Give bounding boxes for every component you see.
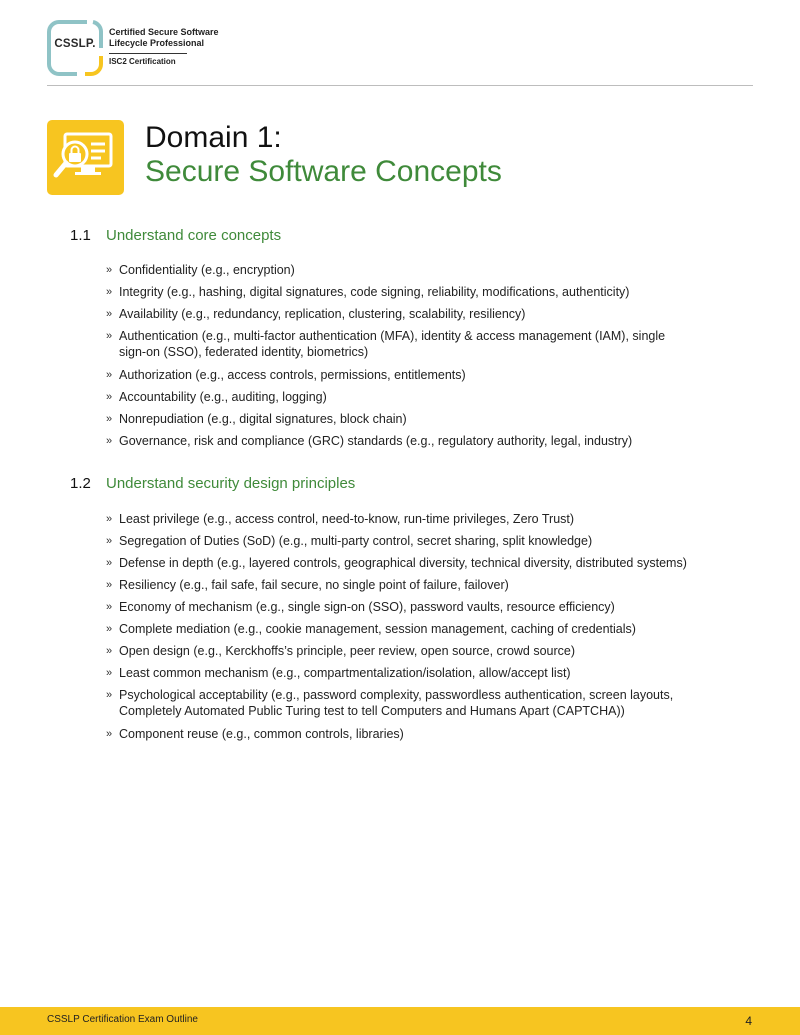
list-item: » Open design (e.g., Kerckhoffs’s principle, peer review, open source, crowd source) [106,644,576,658]
bullet-marker: » [106,435,113,447]
list-item: » Least common mechanism (e.g., compartmentalization/isolation, allow/accept list) [106,666,571,680]
cert-name-line2: Lifecycle Professional [109,38,205,48]
cert-org-line: ISC2 Certification [109,57,176,66]
bullet-marker: » [106,728,113,740]
bullet-marker: » [106,413,113,425]
bullet-marker: » [106,286,113,298]
bullet-marker: » [106,513,113,525]
section-heading-1-1 [70,227,281,245]
bullet-marker: » [106,391,113,403]
bullet-marker: » [106,579,113,591]
cert-divider [109,53,187,54]
bullet-marker: » [106,623,113,635]
section-heading-1-2 [70,475,355,493]
logo-text: CSSLP. [54,38,96,50]
list-item: » Accountability (e.g., auditing, logging) [106,390,327,404]
page-header [47,20,753,86]
list-item: » Component reuse (e.g., common controls, libraries) [106,727,404,741]
domain-number: Domain 1: [145,121,282,154]
cert-name-line1: Certified Secure Software [109,27,219,37]
section-number: 1.2 [70,475,91,492]
bullet-marker: » [106,667,113,679]
bullet-marker: » [106,557,113,569]
certification-title-block [109,27,219,67]
bullet-marker: » [106,308,113,320]
list-item: » Resiliency (e.g., fail safe, fail secure, no single point of failure, failover) [106,578,509,592]
list-item: » Availability (e.g., redundancy, replication, clustering, scalability, resiliency) [106,307,526,321]
bullet-marker: » [106,264,113,276]
bullet-marker: » [106,601,113,613]
list-item: » Governance, risk and compliance (GRC) standards (e.g., regulatory authority, legal, industry) [106,434,633,448]
list-item: » Segregation of Duties (SoD) (e.g., multi-party control, secret sharing, split knowledge) [106,534,593,548]
section-title: Understand core concepts [106,227,282,244]
bullet-marker: » [106,689,113,701]
page-number: 4 [745,1014,752,1028]
csslp-logo [47,20,103,76]
bullet-marker: » [106,535,113,547]
bullet-marker: » [106,330,113,342]
bullet-marker: » [106,645,113,657]
list-item: » Authorization (e.g., access controls, permissions, entitlements) [106,368,466,382]
list-item: » Defense in depth (e.g., layered controls, geographical diversity, technical diversity, distributed systems) [106,556,687,570]
list-item: » Integrity (e.g., hashing, digital signatures, code signing, reliability, modifications, authenticity) [106,285,630,299]
section-title: Understand security design principles [106,475,356,492]
footer-title: CSSLP Certification Exam Outline [47,1014,198,1025]
list-item: » Least privilege (e.g., access control, need-to-know, run-time privileges, Zero Trust) [106,512,575,526]
list-item: » Psychological acceptability (e.g., password complexity, passwordless authentication, screen layouts, Completely Automated Public Turing test to tell Computers and Humans Apart (CAPTCHA)) [106,688,674,718]
list-item: » Authentication (e.g., multi-factor authentication (MFA), identity & access management (IAM), single sign-on (SSO), federated identity, biometrics) [106,329,666,359]
list-item: » Economy of mechanism (e.g., single sign-on (SSO), password vaults, resource efficiency) [106,600,615,614]
page-footer [0,1007,800,1035]
list-item: » Complete mediation (e.g., cookie management, session management, caching of credentials) [106,622,636,636]
bullet-marker: » [106,369,113,381]
list-item: » Confidentiality (e.g., encryption) [106,263,295,277]
domain-title: Secure Software Concepts [145,155,502,188]
list-item: » Nonrepudiation (e.g., digital signatures, block chain) [106,412,407,426]
section-number: 1.1 [70,227,91,244]
laptop-lock-magnifier-icon [47,120,124,195]
